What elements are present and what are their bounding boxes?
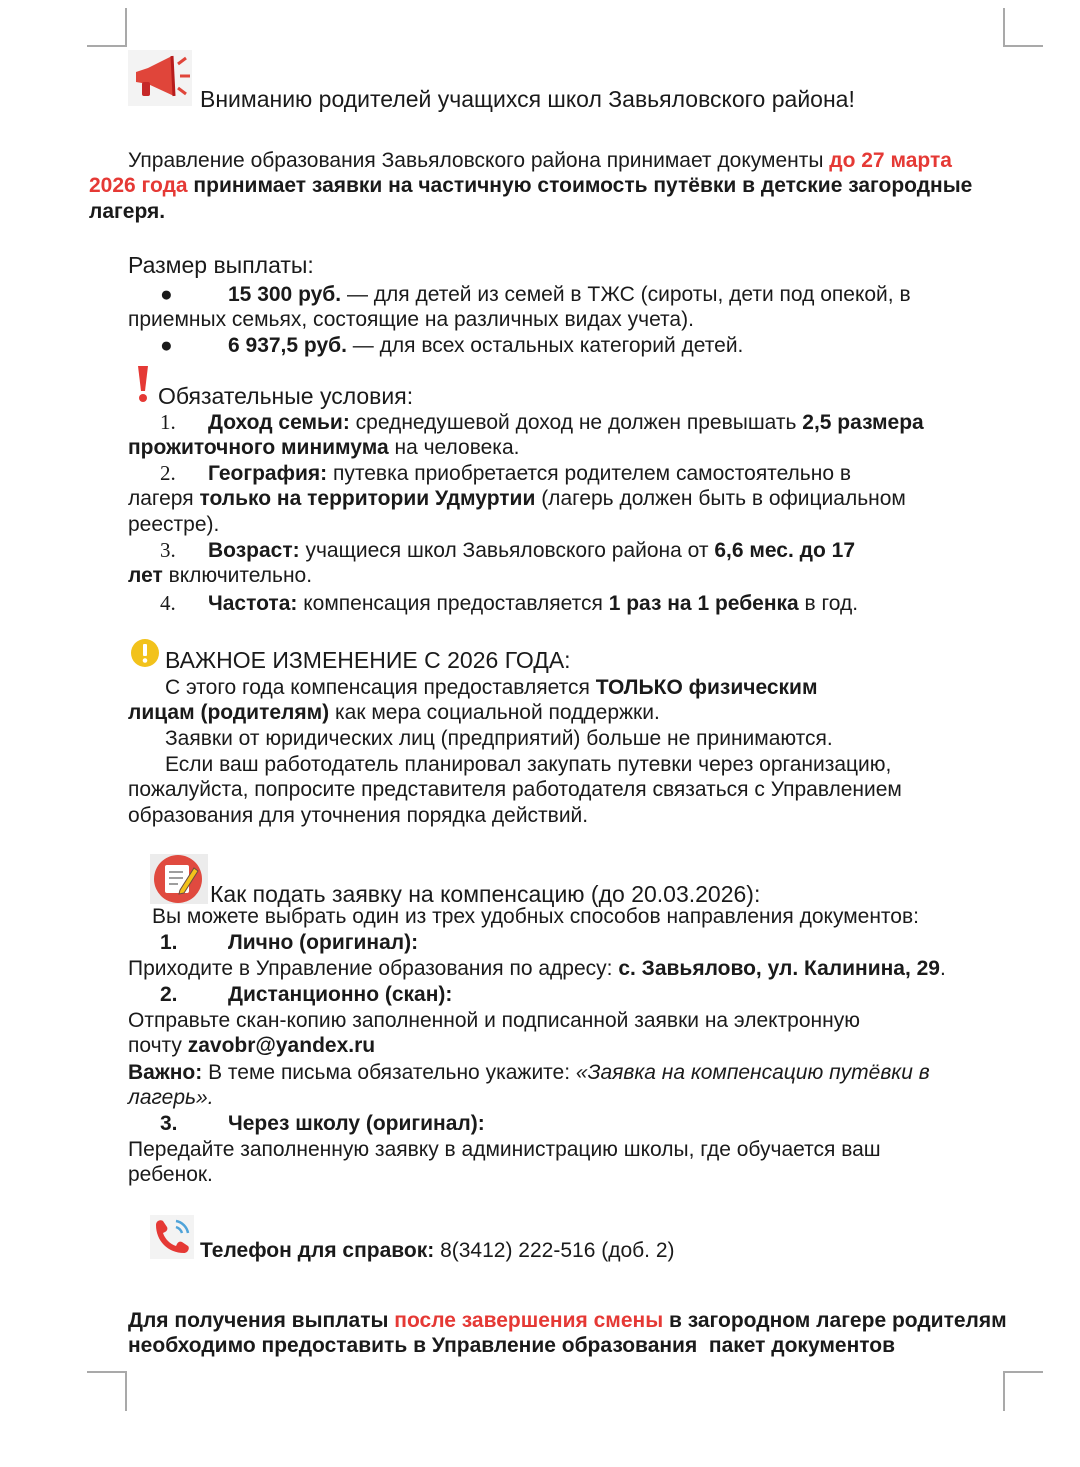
condition-1 <box>208 410 924 435</box>
condition-2-label: География: <box>208 462 328 485</box>
intro-line-1 <box>128 148 952 173</box>
payment-amount-2: 6 937,5 руб. <box>228 334 347 357</box>
phone-line <box>200 1238 675 1263</box>
condition-3-bold-2: лет <box>128 564 163 587</box>
email-link[interactable]: zavobr@yandex.ru <box>187 1034 376 1057</box>
payment-amount-1: 15 300 руб. <box>228 283 342 306</box>
condition-1-num: 1. <box>160 410 176 434</box>
condition-4 <box>208 591 858 616</box>
condition-4-label: Частота: <box>208 592 298 615</box>
intro-line-2 <box>89 173 972 198</box>
change-para-1-text-2: как мера социальной поддержки. <box>329 701 660 724</box>
office-address: с. Завьялово, ул. Калинина, 29 <box>618 957 940 980</box>
payment-item-1-text <box>228 282 911 307</box>
payment-desc-2: — для всех остальных категорий детей. <box>346 334 744 357</box>
method-2-important <box>128 1060 930 1085</box>
footer-line-2: необходимо предоставить в Управление образования пакет документов <box>128 1334 895 1357</box>
method-3-num: 3. <box>160 1112 178 1135</box>
crop-mark-bottom-left-v <box>125 1371 127 1411</box>
phone-icon <box>150 1215 194 1259</box>
change-para-2: Заявки от юридических лиц (предприятий) больше не принимаются. <box>165 727 833 750</box>
method-1-dot: . <box>940 957 946 980</box>
condition-2-line-2 <box>128 486 906 511</box>
intro-line-3: лагеря. <box>89 200 166 223</box>
condition-4-num: 4. <box>160 591 176 615</box>
payment-item-2 <box>160 333 173 358</box>
bullet: ● <box>160 283 173 306</box>
crop-mark-bottom-left-h <box>87 1371 127 1373</box>
method-2-mail-prefix: почту <box>128 1034 188 1057</box>
condition-3-label: Возраст: <box>208 539 300 562</box>
phone-number[interactable]: 8(3412) 222-516 (доб. 2) <box>434 1239 675 1262</box>
footer-text-1a: Для получения выплаты <box>128 1309 395 1332</box>
footer-line-1 <box>128 1308 1007 1333</box>
change-para-3-line-2: пожалуйста, попросите представителя работодателя связаться с Управлением <box>128 778 902 801</box>
method-3-text-1: Передайте заполненную заявку в администрацию школы, где обучается ваш <box>128 1138 881 1161</box>
condition-3 <box>208 538 855 563</box>
condition-2-bold: только на территории Удмуртии <box>199 487 536 510</box>
warning-circle-icon <box>130 638 160 668</box>
important-label: Важно: <box>128 1061 203 1084</box>
crop-mark-top-left-v <box>125 8 127 46</box>
change-para-1-text: С этого года компенсация предоставляется <box>165 676 596 699</box>
payment-item-2-text <box>228 333 743 358</box>
condition-2-text-3: (лагерь должен быть в официальном <box>535 487 906 510</box>
condition-2-num: 2. <box>160 461 176 485</box>
condition-3-text: учащиеся школ Завьяловского района от <box>299 539 715 562</box>
bullet: ● <box>160 334 173 357</box>
deadline-date-2: 2026 года <box>89 174 188 197</box>
payment-item-1-text-2: приемных семьях, состоящие на различных видах учета). <box>128 308 694 331</box>
change-heading: ВАЖНОЕ ИЗМЕНЕНИЕ С 2026 ГОДА: <box>165 647 571 673</box>
payment-item-1 <box>160 282 173 307</box>
page-title: Вниманию родителей учащихся школ Завьяловского района! <box>200 86 855 112</box>
condition-1-text: среднедушевой доход не должен превышать <box>349 411 803 434</box>
condition-3-line-2 <box>128 563 312 588</box>
condition-1-label: Доход семьи: <box>208 411 350 434</box>
deadline-date-1: до 27 марта <box>829 149 952 172</box>
payment-heading: Размер выплаты: <box>128 252 314 278</box>
method-1-desc: Приходите в Управление образования по адресу: <box>128 957 619 980</box>
condition-2-text: путевка приобретается родителем самостоятельно в <box>327 462 852 485</box>
footer-highlight: после завершения смены <box>394 1309 664 1332</box>
method-2-num: 2. <box>160 983 178 1006</box>
method-3-text-2: ребенок. <box>128 1163 213 1186</box>
phone-label: Телефон для справок: <box>200 1239 435 1262</box>
method-1-text <box>128 956 946 981</box>
apply-heading: Как подать заявку на компенсацию (до 20.03.2026): <box>210 881 761 907</box>
exclamation-icon <box>134 364 152 404</box>
conditions-heading: Обязательные условия: <box>158 383 414 409</box>
apply-intro: Вы можете выбрать один из трех удобных способов направления документов: <box>152 905 919 928</box>
condition-4-bold: 1 раз на 1 ребенка <box>608 592 799 615</box>
important-text: В теме письма обязательно укажите: <box>202 1061 576 1084</box>
change-para-1-bold-2: лицам (родителям) <box>128 701 330 724</box>
payment-desc-1: — для детей из семей в ТЖС (сироты, дети под опекой, в <box>341 283 911 306</box>
condition-3-num: 3. <box>160 538 176 562</box>
condition-1-line-2 <box>128 435 519 460</box>
change-para-1-bold: ТОЛЬКО физическим <box>595 676 818 699</box>
crop-mark-top-right-h <box>1003 45 1043 47</box>
email-subject-quote: «Заявка на компенсацию путёвки в <box>575 1061 930 1084</box>
method-2-label: Дистанционно (скан): <box>228 983 453 1006</box>
condition-1-bold-2: прожиточного минимума <box>128 436 389 459</box>
change-para-3-line-3: образования для уточнения порядка действий. <box>128 804 589 827</box>
condition-2-line-3: реестре). <box>128 513 220 536</box>
footer-text-1b: в загородном лагере родителям <box>663 1309 1007 1332</box>
method-2-text-1: Отправьте скан-копию заполненной и подписанной заявки на электронную <box>128 1009 860 1032</box>
method-3-label: Через школу (оригинал): <box>228 1112 485 1135</box>
condition-3-bold: 6,6 мес. до 17 <box>714 539 856 562</box>
form-pencil-icon <box>150 854 208 904</box>
change-para-1-line-2 <box>128 700 660 725</box>
megaphone-icon <box>128 50 192 106</box>
condition-2-text-2: лагеря <box>128 487 200 510</box>
method-1-num: 1. <box>160 931 178 954</box>
condition-1-bold: 2,5 размера <box>802 411 924 434</box>
condition-4-text: компенсация предоставляется <box>297 592 609 615</box>
intro-text-2b: принимает заявки на частичную стоимость путёвки в детские загородные <box>187 174 973 197</box>
intro-text-1a: Управление образования Завьяловского района принимает документы <box>128 149 830 172</box>
condition-4-text-2: в год. <box>798 592 859 615</box>
crop-mark-top-right-v <box>1003 8 1005 46</box>
email-subject-quote-2: лагерь». <box>128 1086 214 1109</box>
crop-mark-top-left-h <box>87 45 127 47</box>
change-para-3-line-1: Если ваш работодатель планировал закупать путевки через организацию, <box>165 753 892 776</box>
crop-mark-bottom-right-v <box>1003 1371 1005 1411</box>
crop-mark-bottom-right-h <box>1003 1371 1043 1373</box>
condition-2 <box>208 461 851 486</box>
method-2-text-2 <box>128 1033 375 1058</box>
method-1-label: Лично (оригинал): <box>228 931 419 954</box>
change-para-1 <box>165 675 817 700</box>
condition-3-text-2: включительно. <box>162 564 313 587</box>
condition-1-text-2: на человека. <box>388 436 520 459</box>
